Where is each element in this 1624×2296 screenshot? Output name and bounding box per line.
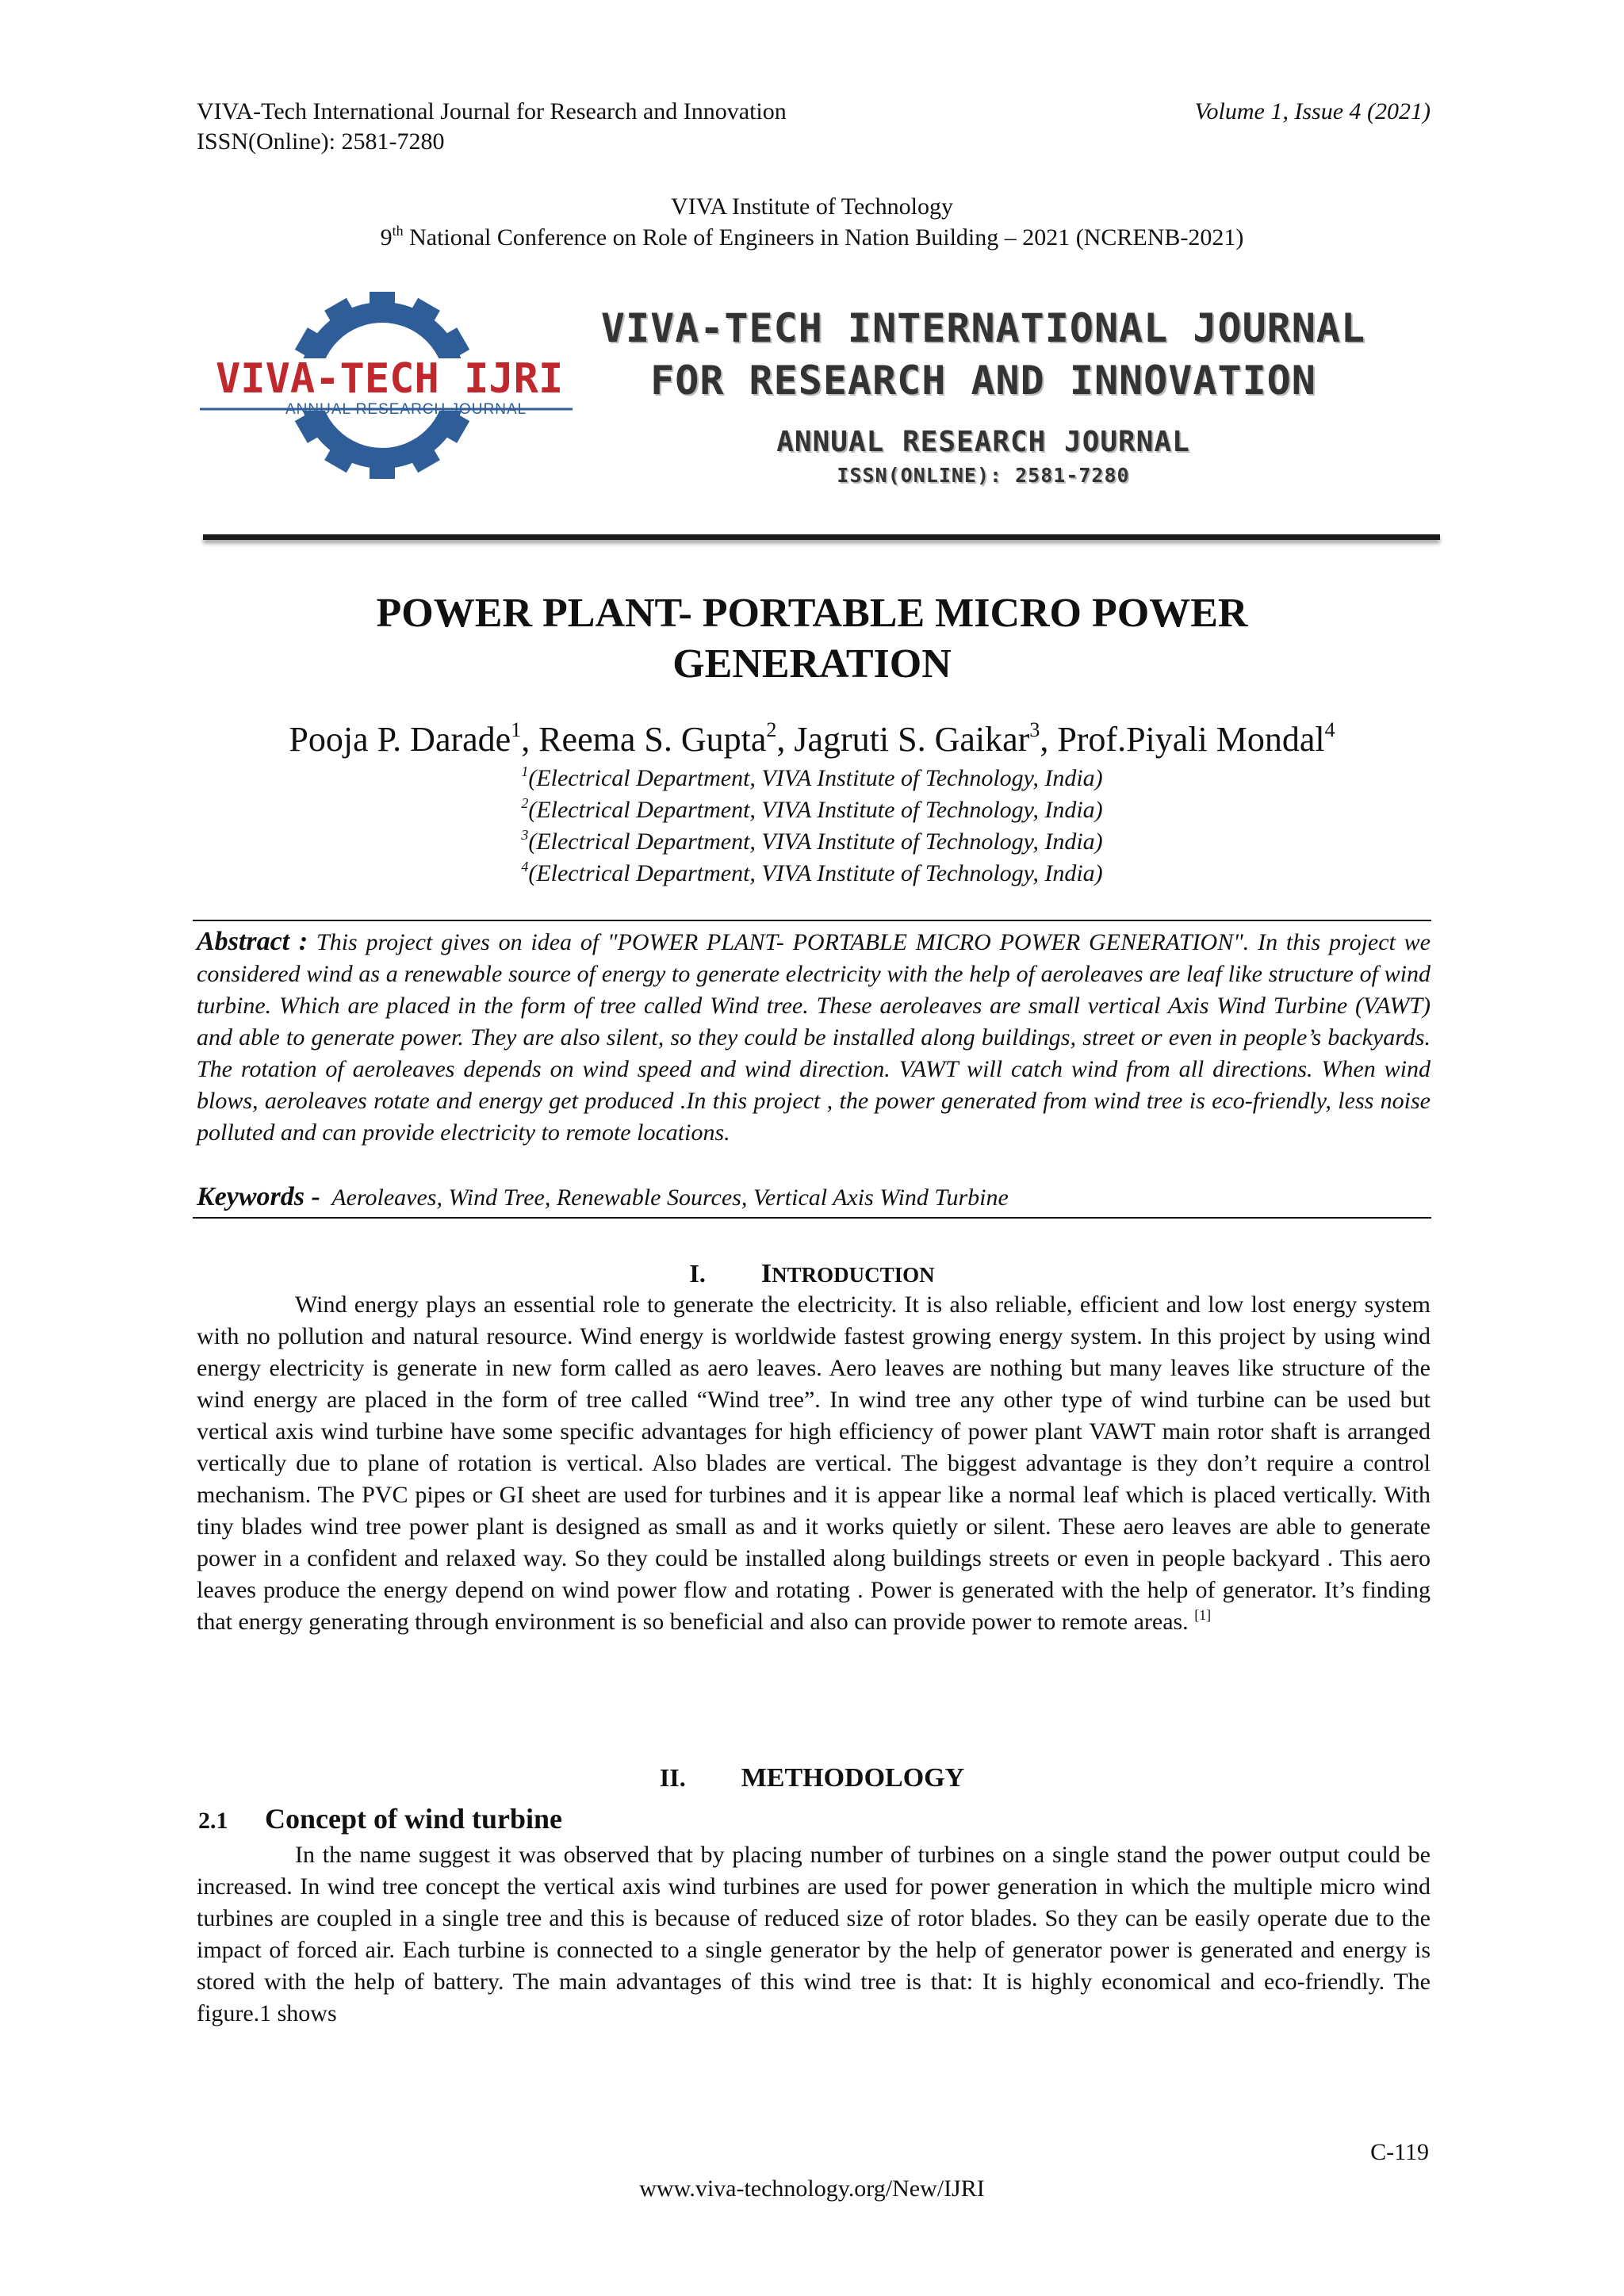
abstract-top-rule xyxy=(193,920,1431,921)
affiliation: $^1$(Electrical Department, VIVA Institute of Technology, India) xyxy=(521,763,1103,791)
volume-issue: Volume 1, Issue 4 (2021) xyxy=(1194,98,1431,124)
abstract xyxy=(197,926,1431,1149)
affiliation: $^2$(Electrical Department, VIVA Institute of Technology, India) xyxy=(521,795,1103,823)
abstract-text: This project gives on idea of "POWER PLANT- PORTABLE MICRO POWER GENERATION". In this project we considered wind as a renewable source of energy to generate electricity with the help of aeroleaves are leaf like structure of wind turbine. Which are placed in the form of tree called Wind tree. These aeroleaves are small vertical Axis Wind Turbine (VAWT) and able to generate power. They are also silent, so they could be installed along buildings, street or even in people’s backyards. The rotation of aeroleaves depends on wind speed and wind direction. VAWT will catch wind from all directions. When wind blows, aeroleaves rotate and energy get produced .In this project , the power generated from wind tree is eco-friendly, less noise polluted and can provide electricity to remote locations. xyxy=(197,929,1431,1146)
paper-title-line-1: POWER PLANT- PORTABLE MICRO POWER xyxy=(376,591,1248,636)
section-heading-introduction: I. INTRODUCTION xyxy=(689,1259,935,1288)
banner-line-2: FOR RESEARCH AND INNOVATION xyxy=(650,358,1316,404)
logo-subtitle: ANNUAL RESEARCH JOURNAL xyxy=(285,401,527,418)
issn-header: ISSN(Online): 2581-7280 xyxy=(197,128,445,155)
journal-name: VIVA-Tech International Journal for Research and Innovation xyxy=(197,98,787,124)
keywords-text: Aeroleaves, Wind Tree, Renewable Sources, Vertical Axis Wind Turbine xyxy=(320,1184,1009,1211)
keywords xyxy=(197,1181,1431,1214)
abstract-bottom-rule xyxy=(193,1217,1431,1219)
banner-divider xyxy=(203,534,1440,540)
banner-line-4: ISSN(ONLINE): 2581-7280 xyxy=(837,464,1130,487)
author: Reema S. Gupta xyxy=(538,720,767,759)
introduction-paragraph: Wind energy plays an essential role to generate the electricity. It is also reliable, efficient and low lost energy system with no pollution and natural resource. Wind energy is worldwide fastest growing energy system. In this project by using wind energy electricity is generate in new form called as aero leaves. Aero leaves are nothing but many leaves like structure of the wind energy are placed in the form of tree called “Wind tree”. In wind tree any other type of wind turbine can be used but vertical axis wind turbine have some specific advantages for high efficiency of power plant VAWT main rotor shaft is arranged vertically due to plane of rotation is vertical. Also blades are vertical. The biggest advantage is they don’t require a control mechanism. The PVC pipes or GI sheet are used for turbines and it is appear like a normal leaf which is placed vertically. With tiny blades wind tree power plant is designed as small as and it works quietly or silent. These aero leaves are able to generate power in a confident and relaxed way. So they could be installed along buildings streets or even in people backyard . This aero leaves produce the energy depend on wind power flow and rotating . Power is generated with the help of generator. It’s finding that energy generating through environment is so beneficial and also can provide power to remote areas. [1] xyxy=(197,1292,1431,1635)
footer-url: www.viva-technology.org/New/IJRI xyxy=(639,2175,985,2202)
banner-line-3: ANNUAL RESEARCH JOURNAL xyxy=(776,426,1190,458)
author-list: Pooja P. Darade$^1$, Reema S. Gupta$^2$, Jagruti S. Gaikar$^3$, Prof.Piyali Mondal$^4$ xyxy=(289,718,1335,759)
abstract-label: Abstract : xyxy=(197,927,308,956)
keywords-label: Keywords - xyxy=(197,1182,320,1211)
affiliation: $^4$(Electrical Department, VIVA Institute of Technology, India) xyxy=(521,859,1103,886)
affiliation: $^3$(Electrical Department, VIVA Institute of Technology, India) xyxy=(521,827,1103,855)
banner-line-1: VIVA-TECH INTERNATIONAL JOURNAL xyxy=(600,305,1366,351)
citation: [1] xyxy=(1194,1607,1212,1623)
page-number: C-119 xyxy=(1370,2139,1429,2165)
section-heading-methodology: II. METHODOLOGY xyxy=(659,1763,965,1793)
conference-name: 9th National Conference on Role of Engineers in Nation Building – 2021 (NCRENB-2021) xyxy=(380,223,1244,251)
subsection-heading: 2.1 Concept of wind turbine xyxy=(198,1803,563,1835)
institute-name: VIVA Institute of Technology xyxy=(671,193,953,220)
author: Jagruti S. Gaikar xyxy=(794,720,1030,759)
author: Pooja P. Darade xyxy=(289,720,511,759)
paper-title-line-2: GENERATION xyxy=(672,641,952,687)
journal-logo xyxy=(200,290,580,480)
logo-text: VIVA-TECH IJRI xyxy=(216,355,564,403)
author: Prof.Piyali Mondal xyxy=(1057,720,1325,759)
methodology-paragraph: In the name suggest it was observed that by placing number of turbines on a single stand the power output could be increased. In wind tree concept the vertical axis wind turbines are used for power generation in which the multiple micro wind turbines are coupled in a single tree and this is because of reduced size of rotor blades. So they can be easily operate due to the impact of forced air. Each turbine is connected to a single generator by the help of generator power is generated and energy is stored with the help of battery. The main advantages of this wind tree is that: It is highly economical and eco-friendly. The figure.1 shows xyxy=(197,1842,1431,2026)
